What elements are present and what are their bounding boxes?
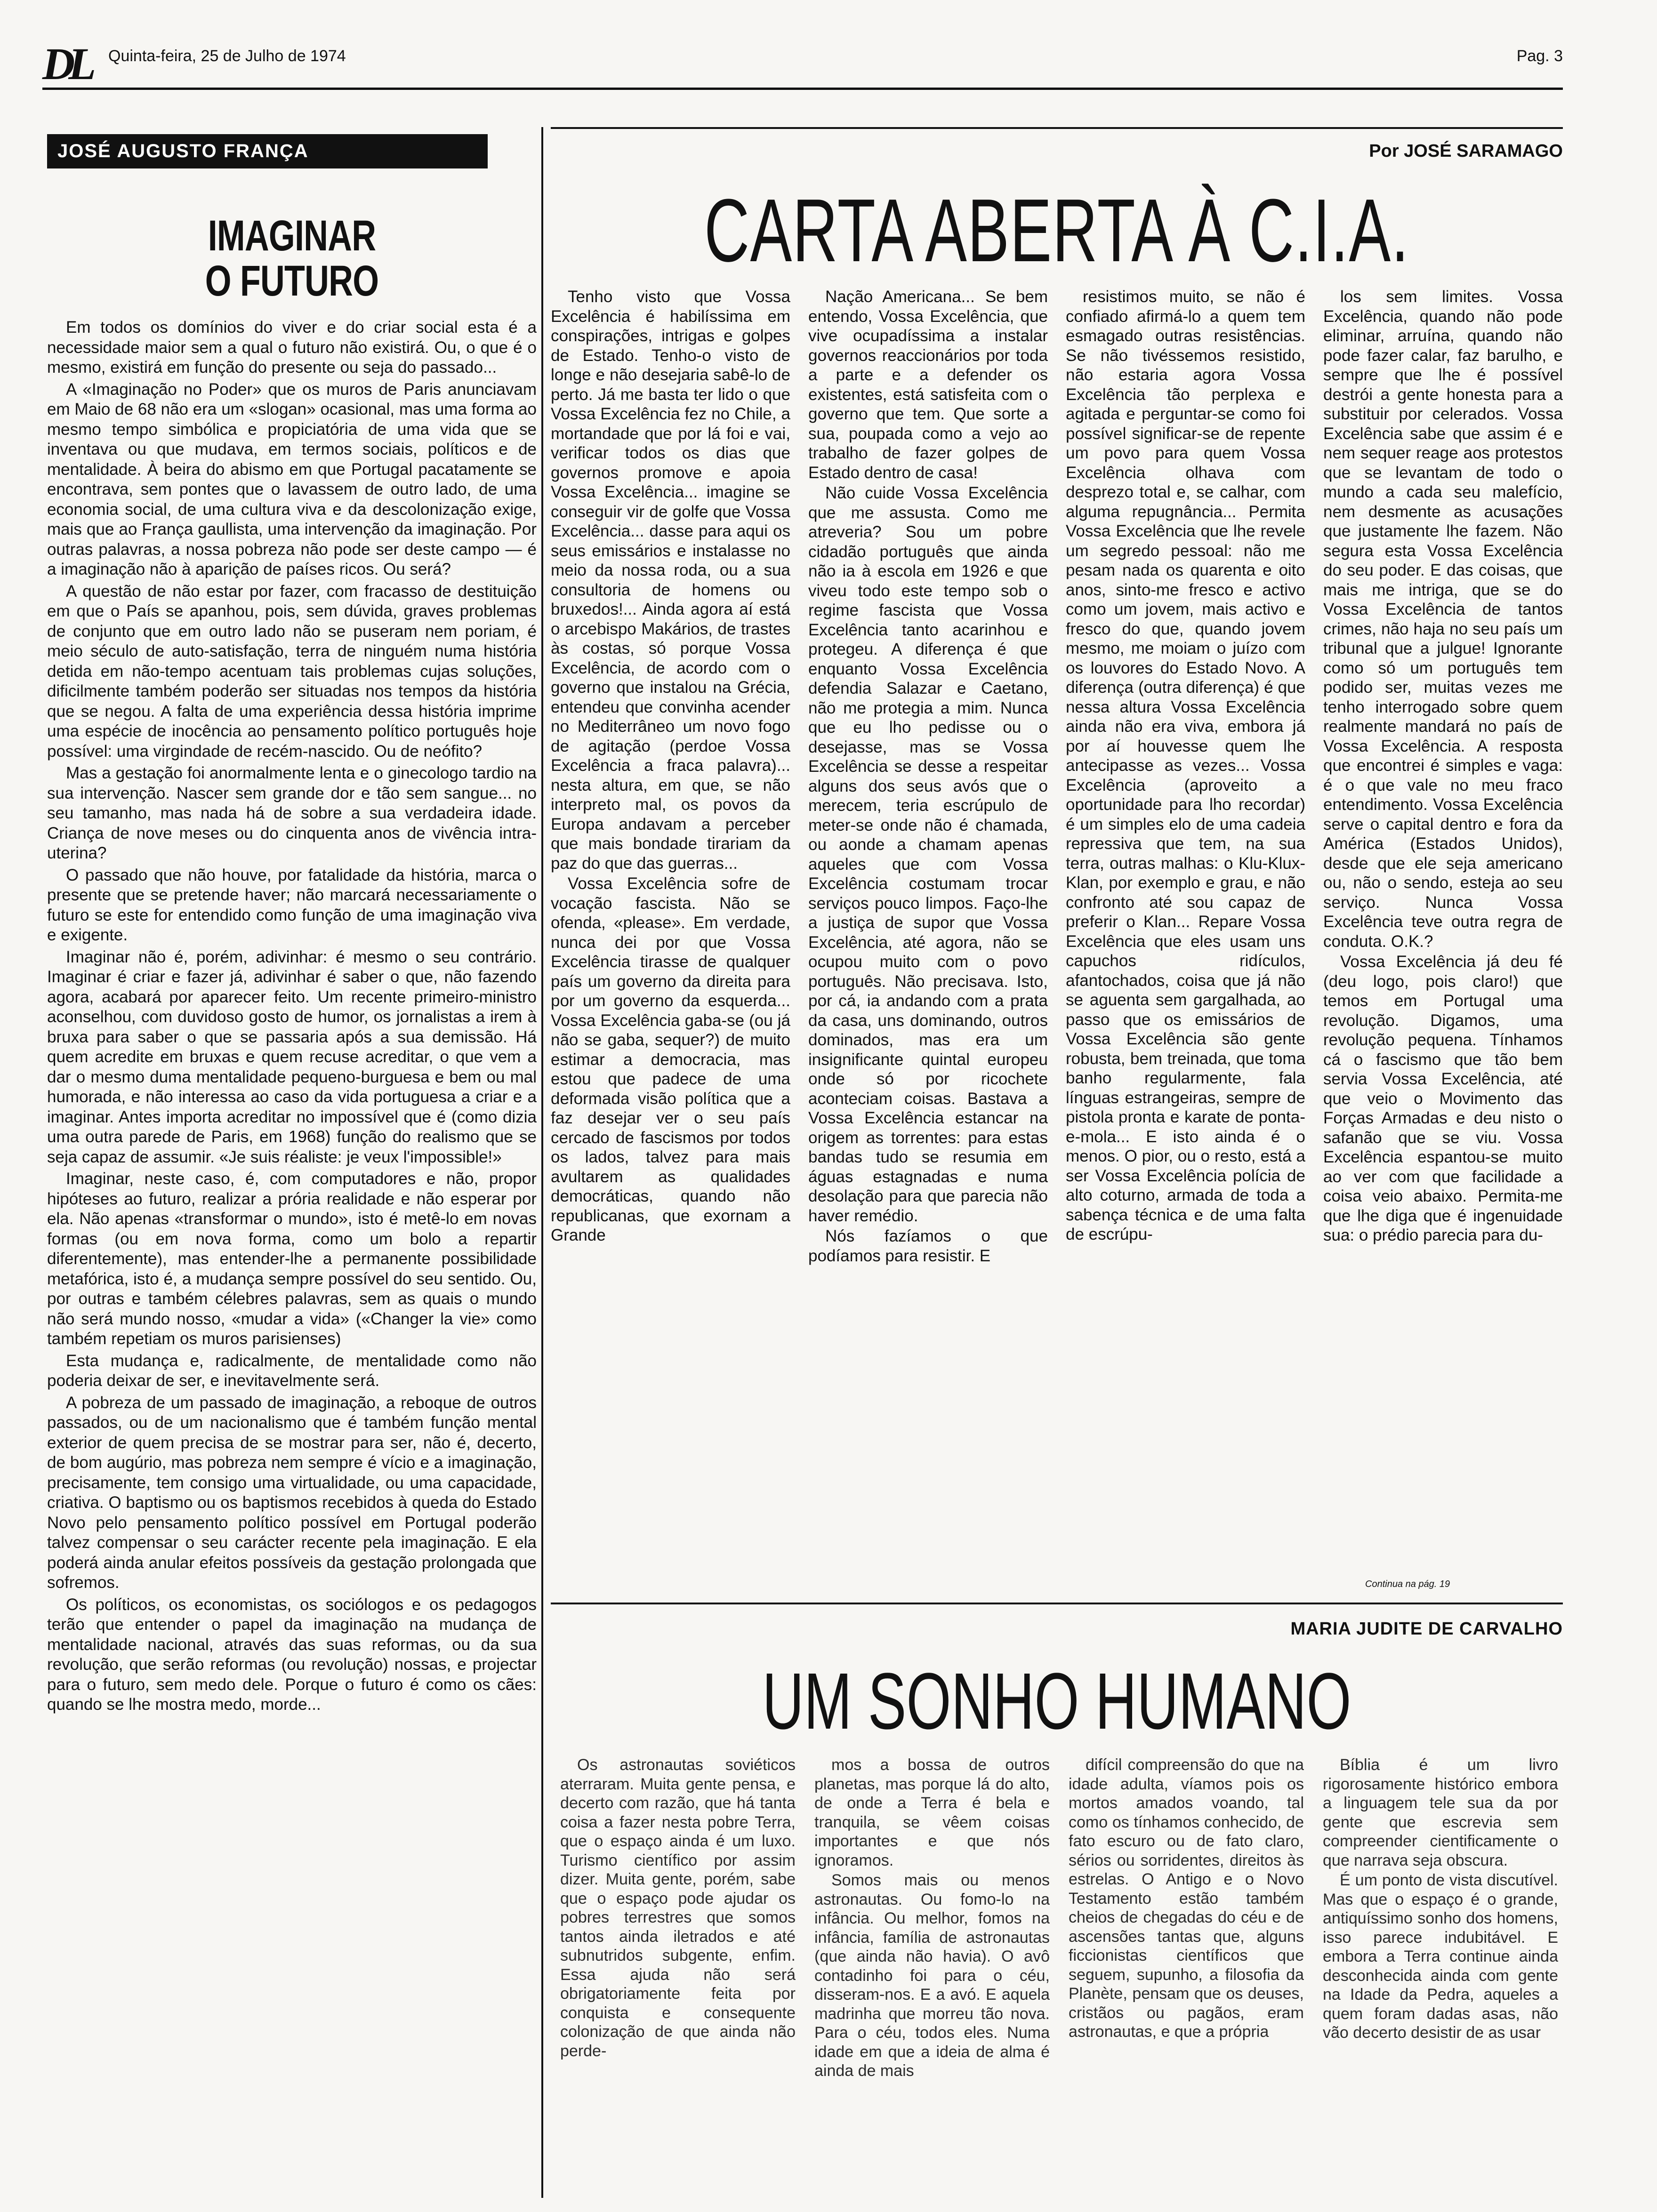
paragraph: O passado que não houve, por fatalidade da história, marca o presente que se pretende haver; não marcará necessariamente o futuro se este for entendido como função de uma imaginação viva e exigente. <box>47 866 537 944</box>
left-article <box>47 134 537 2186</box>
paragraph: Imaginar não é, porém, adivinhar: é mesmo o seu contrário. Imaginar é criar e fazer já, adivinhar é saber o que, não fazendo agora, acabará por aparecer feito. Um recente primeiro-ministro aconselhou, com duvidoso gosto de humor, os jornalistas a irem à bruxa para saber o que se passaria após a sua demissão. Há quem acredite em bruxas e quem recuse acreditar, o que vem a dar o mesmo duma mentalidade pequeno-burguesa e bem ou mal humorada, e não interessa ao caso da vida portuguesa a criar e a imaginar. Antes importa acreditar no impossível que é (como dizia uma outra parede de Paris, em 1968) função do realismo que se seja capaz de assumir. «Je suis réaliste: je veux l'impossible!» <box>47 947 537 1166</box>
saramago-column-2 <box>808 287 1048 1605</box>
paragraph: Vossa Excelência já deu fé (deu logo, pois claro!) que temos em Portugal uma revolução. Digamos, uma revolução pequena. Tínhamos cá o fascismo que tão bem servia Vossa Excelência, até que veio o Movimento das Forças Armadas e deu nisto o safanão que se viu. Vossa Excelência espantou-se muito ao ver com que facilidade a coisa veio abaixo. Permita-me que lhe diga que é ingenuidade sua: o prédio parecia para du- <box>1323 953 1563 1244</box>
left-headline-line-1: IMAGINAR <box>208 212 376 260</box>
paragraph: difícil compreensão do que na idade adulta, víamos pois os mortos amados voando, tal como os tínhamos conhecido, de fato escuro ou de fato claro, sérios ou sorridentes, direitos às estrelas. O Antigo e o Novo Testamento estão também cheios de chegadas do céu e de ascensões tantas que, alguns ficcionistas científicos que seguem, supunho, a filosofia da Planète, pensam que os deuses, cristãos ou pagãos, eram astronautas, e que a própria <box>1069 1756 1304 2041</box>
judite-column-2 <box>814 1755 1050 2198</box>
paragraph: Mas a gestação foi anormalmente lenta e o ginecologo tardio na sua intervenção. Nascer sem grande dor e tão sem sangue... no seu tamanho, mas nada há de sobre a sua verdadeira idade. Criança de nove meses ou do cinquenta anos de vivência intra-uterina? <box>47 764 537 862</box>
saramago-byline: Por JOSÉ SARAMAGO <box>1369 141 1563 161</box>
newspaper-logo: DL <box>42 39 89 89</box>
saramago-column-1 <box>551 287 790 1605</box>
judite-column-4 <box>1323 1755 1558 2198</box>
paragraph: É um ponto de vista discutível. Mas que o espaço é o grande, antiquíssimo sonho dos homens, isso parece indubitável. E embora a Terra continue ainda desconhecida ainda com gente na Idade da Pedra, aqueles a quem foram dadas asas, não vão decerto desistir de as usar <box>1323 1871 1558 2042</box>
paragraph: A pobreza de um passado de imaginação, a reboque de outros passados, ou de um nacionalismo que é também função mental exterior de quem precisa de se mostrar para ser, não é, decerto, de bom augúrio, mas pobreza nem sempre é vício e a imaginação, precisamente, tem consigo uma virtualidade, ou uma capacidade, criativa. O baptismo ou os baptismos recebidos à queda do Estado Novo pelo pensamento político possível em Portugal poderão talvez compensar o seu carácter recente pela imaginação. E ela poderá ainda anular efeitos possíveis da gestação prolongada que sofremos. <box>47 1393 537 1592</box>
paragraph: resistimos muito, se não é confiado afirmá-lo a quem tem esmagado outras resistências. Se não tivéssemos resistido, não estaria agora Vossa Excelência tão perplexa e agitada e perguntar-se como foi possível significar-se de repente um povo para quem Vossa Excelência olhava com desprezo total e, se calhar, com alguma repugnância... Permita Vossa Excelência que lhe revele um segredo pessoal: não me pesam nada os quarenta e oito anos, sinto-me fresco e activo como um jovem, mais activo e fresco do que, quando jovem mesmo, me moiam o juízo com os louvores do Estado Novo. A diferença (outra diferença) é que nessa altura Vossa Excelência ainda não era viva, embora já por aí houvesse quem lhe antecipasse as vezes... Vossa Excelência (aproveito a oportunidade para lho recordar) é um simples elo de uma cadeia repressiva que tem, na sua terra, outras malhas: o Klu-Klux-Klan, por exemplo e grau, e não confronto até sou capaz de preferir o Klan... Repare Vossa Excelência que eles usam uns capuchos ridículos, afantochados, coisa que já não se aguenta sem gargalhada, ao passo que os emissários de Vossa Excelência são gente robusta, bem treinada, que toma banho regularmente, fala línguas estrangeiras, sempre de pistola pronta e karate de ponta-e-mola... E isto ainda é o menos. O pior, ou o resto, está a ser Vossa Excelência polícia de alto coturno, armada de toda a sabença técnica e de uma falta de escrúpu- <box>1066 288 1305 1243</box>
continuation-note: Continua na pág. 19 <box>1365 1579 1450 1589</box>
judite-columns <box>560 1755 1558 2198</box>
judite-headline: UM SONHO HUMANO <box>762 1657 1351 1746</box>
paragraph: Imaginar, neste caso, é, com computadores e não, propor hipóteses ao futuro, realizar a prória realidade e não esperar por ela. Não apenas «transformar o mundo», isto é metê-lo em novas formas (ou em nova forma, como um bolo a repartir diferentemente), mas entender-lhe a permanente possibilidade metafórica, isto é, a mudança sempre possível do seu sentido. Ou, por outras e também célebres palavras, sem as quais o mundo não será mundo nosso, «mudar a vida» («Changer la vie» como também repetiam os muros parisienses) <box>47 1170 537 1348</box>
paragraph: Nação Americana... Se bem entendo, Vossa Excelência, que vive ocupadíssima a instalar governos reaccionários por toda a parte e a defender os existentes, está satisfeita com o governo que tem. Que sorte a sua, poupada como a vejo ao trabalho de fazer golpes de Estado dentro de casa! <box>808 288 1048 482</box>
left-article-body <box>47 318 537 1715</box>
judite-column-1 <box>560 1755 796 2198</box>
paragraph: Tenho visto que Vossa Excelência é habilíssima em conspirações, intrigas e golpes de Estado. Tenho-o visto de longe e não desejaria sabê-lo de perto. Já me basta ter lido o que Vossa Excelência fez no Chile, a mortandade que por lá foi e vai, verificar todos os dias que governos promove e apoia Vossa Excelência... imagine se conseguir vir de golfe que Vossa Excelência... dasse para aqui os seus emissários e instalasse no meio da nossa roda, ou a sua consultoria de homens ou bruxedos!... Ainda agora aí está o arcebispo Makários, de trastes às costas, só porque Vossa Excelência, de acordo com o governo que instalou na Grécia, entendeu que convinha acender no Mediterrâneo um novo fogo de agitação (perdoe Vossa Excelência a fraca palavra)... nesta altura, em que, se não interpreto mal, os povos da Europa andavam a perceber que mais bondade tirariam da paz do que das guerras... <box>551 288 790 873</box>
left-article-headline <box>101 213 483 304</box>
saramago-headline: CARTA ABERTA À C.I.A. <box>704 181 1409 281</box>
paragraph: los sem limites. Vossa Excelência, quando não pode eliminar, arruína, quando não pode fazer calar, faz barulho, e sempre que lhe é possível destrói a gente honesta para a substituir por celerados. Vossa Excelência sabe que assim é e nem sequer reage aos protestos que se levantam de todo o mundo a cada seu malefício, nem desmente as acusações que justamente lhe fazem. Não segura esta Vossa Excelência do seu poder. E das coisas, que mais me intriga, que se do Vossa Excelência de tantos crimes, não haja no seu país um tribunal que a julgue! Ignorante como só um português tem podido ser, muitas vezes me tenho interrogado sobre quem realmente mandará no país de Vossa Excelência. A resposta que encontrei é simples e vaga: é o que vale no meu fraco entendimento. Vossa Excelência serve o capital dentro e fora da América (Estados Unidos), desde que ele seja americano ou, não o sendo, esteja ao seu serviço. Nunca Vossa Excelência teve outra regra de conduta. O.K.? <box>1323 288 1563 951</box>
judite-byline: MARIA JUDITE DE CARVALHO <box>1290 1619 1563 1639</box>
page-number: Pag. 3 <box>1516 47 1563 65</box>
left-headline-line-2: O FUTURO <box>205 257 379 305</box>
column-divider <box>541 127 543 2198</box>
paragraph: Esta mudança e, radicalmente, de mentalidade como não poderia deixar de ser, e inevitavelmente será. <box>47 1351 537 1390</box>
masthead <box>42 33 1563 94</box>
paragraph: mos a bossa de outros planetas, mas porque lá do alto, de onde a Terra é bela e tranquila, se vêem coisas importantes e que nós ignoramos. <box>814 1756 1050 1869</box>
section-rule <box>551 1603 1563 1604</box>
paragraph: Em todos os domínios do viver e do criar social esta é a necessidade maior sem a qual o futuro não existirá. Ou, o que é o mesmo, existirá em função do presente ou seja do passado... <box>47 318 537 377</box>
left-article-byline: JOSÉ AUGUSTO FRANÇA <box>47 134 488 168</box>
paragraph: Bíblia é um livro rigorosamente histórico embora a linguagem tele sua da por gente que escrevia sem compreender cientificamente o que narrava seja obscura. <box>1323 1756 1558 1869</box>
paragraph: Os políticos, os economistas, os sociólogos e os pedagogos terão que entender o papel da imaginação na mudança de mentalidade nacional, através das suas reformas, ou da sua revolução, que serão reformas (ou revolução) nossas, e projectar para o futuro, sem medo dele. Porque o futuro é como os cães: quando se lhe mostra medo, morde... <box>47 1595 537 1714</box>
paragraph: Não cuide Vossa Excelência que me assusta. Como me atreveria? Sou um pobre cidadão português que ainda não ia à escola em 1926 e que viveu todo este tempo sob o regime fascista que Vossa Excelência tanto acarinhou e protegeu. A diferença é que enquanto Vossa Excelência defendia Salazar e Caetano, não me protegia a mim. Nunca que eu lho pedisse ou o desejasse, mas se Vossa Excelência se desse a respeitar alguns dos seus avós que o merecem, teria escrúpulo de meter-se onde não é chamada, ou aonde a chamam apenas aqueles que com Vossa Excelência costumam trocar serviços pouco limpos. Faço-lhe a justiça de supor que Vossa Excelência, até agora, não se ocupou muito com o povo português. Não precisava. Isto, por cá, ia andando com a prata da casa, uns dominando, outros dominados, mas era um insignificante quintal europeu onde só por ricochete aconteciam coisas. Bastava a Vossa Excelência estancar na origem as torrentes: para estas bandas tudo se resumia em águas estagnadas e numa desolação para que parecia não haver remédio. <box>808 484 1048 1225</box>
saramago-columns <box>551 287 1563 1605</box>
saramago-column-3 <box>1066 287 1305 1605</box>
issue-date: Quinta-feira, 25 de Julho de 1974 <box>108 47 346 65</box>
saramago-column-4 <box>1323 287 1563 1605</box>
paragraph: Vossa Excelência sofre de vocação fascista. Não se ofenda, «please». Em verdade, nunca dei por que Vossa Excelência tirasse de qualquer país um governo da direita para por um governo da esquerda... Vossa Excelência gaba-se (ou já não se gaba, sequer?) de muito estimar a democracia, mas estou que padece de uma deformada visão política que a faz desejar ver o seu país cercado de fascismos por todos os lados, talvez para mais avultarem as qualidades democráticas, quando não republicanas, que exornam a Grande <box>551 874 790 1244</box>
paragraph: A questão de não estar por fazer, com fracasso de destituição em que o País se apanhou, pois, sem dúvida, graves problemas de conjunto que em outro lado não se puseram nem poriam, é meio século de auto-satisfação, terra de ninguém numa história detida em não-tempo acentuam tais problemas cujas soluções, dificilmente também poderão ser situadas nos tempos da história que se negou. A falta de uma experiência dessa história imprime uma espécie de inocência ao pensamento político português hoje possível: uma virgindade de recém-nascido. Ou de neófito? <box>47 582 537 761</box>
paragraph: Somos mais ou menos astronautas. Ou fomo-lo na infância. Ou melhor, fomos na infância, família de astronautas (que ainda não havia). O avô contadinho foi para o céu, disseram-nos. E a avó. E aquela madrinha que morreu tão nova. Para o céu, todos eles. Numa idade em que a ideia de alma é ainda de mais <box>814 1871 1050 2080</box>
paragraph: Nós fazíamos o que podíamos para resistir. E <box>808 1227 1048 1265</box>
masthead-rule <box>42 88 1563 90</box>
paragraph: A «Imaginação no Poder» que os muros de Paris anunciavam em Maio de 68 não era um «slogan» ocasional, mas uma forma ao mesmo tempo simbólica e propiciatória de uma vida que se inventava ou que mudava, em termos sociais, políticos e de mentalidade. À beira do abismo em que Portugal pacatamente se encontrava, sem pontes que o lavassem de outro lado, de uma economia social, de uma cultura viva e da descolonização exige, mais que ao França gaullista, uma intervenção da imaginação. Por outras palavras, a nossa pobreza não pode ser deste campo — é a imaginação não à aparição de países ricos. Ou será? <box>47 380 537 578</box>
saramago-top-rule <box>551 127 1563 129</box>
paragraph: Os astronautas soviéticos aterraram. Muita gente pensa, e decerto com razão, que há tanta coisa a fazer nesta pobre Terra, que o espaço ainda é um luxo. Turismo científico por assim dizer. Muita gente, porém, sabe que o espaço pode ajudar os pobres terrestres que somos tantos ainda iletrados e até subnutridos subgente, enfim. Essa ajuda não será obrigatoriamente feita por conquista e consequente colonização de que ainda não perde- <box>560 1756 796 2060</box>
judite-column-3 <box>1069 1755 1304 2198</box>
